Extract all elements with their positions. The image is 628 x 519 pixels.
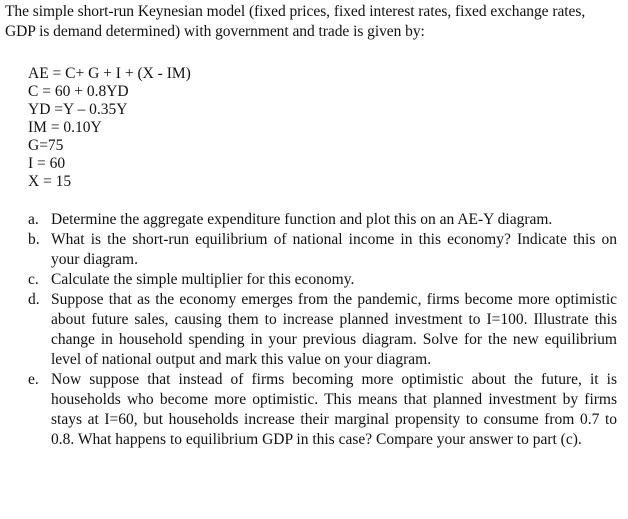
question-marker: c. <box>28 271 39 288</box>
question-marker: d. <box>28 291 40 308</box>
question-marker: a. <box>28 211 39 228</box>
question-item <box>5 270 617 290</box>
question-marker: e. <box>28 371 39 388</box>
question-marker: b. <box>28 231 40 248</box>
question-item <box>5 230 617 270</box>
equation-disposable-income: YD =Y – 0.35Y <box>28 101 128 118</box>
question-text: Suppose that as the economy emerges from the pandemic, firms become more optimistic about future sales, causing them to increase planned investment to I=100. Illustrate this change in household spending in your previous diagram. Solve for the new equilibrium level of national output and mark this value on your diagram. <box>51 291 617 368</box>
question-text: Now suppose that instead of firms becoming more optimistic about the future, it is households who become more optimistic. This means that planned investment by firms stays at I=60, but households increase their marginal propensity to consume from 0.7 to 0.8. What happens to equilibrium GDP in this case? Compare your answer to part (c). <box>51 371 617 448</box>
question-item <box>5 290 617 370</box>
equation-ae: AE = C+ G + I + (X - IM) <box>28 65 191 82</box>
equation-investment: I = 60 <box>28 155 66 172</box>
question-text: Calculate the simple multiplier for this economy. <box>51 271 355 288</box>
equation-exports: X = 15 <box>28 173 72 190</box>
question-text: What is the short-run equilibrium of national income in this economy? Indicate this on your diagram. <box>51 231 617 268</box>
equation-government: G=75 <box>28 137 64 154</box>
question-item <box>5 370 617 450</box>
equation-imports: IM = 0.10Y <box>28 119 102 136</box>
question-list <box>5 210 620 450</box>
question-item <box>5 210 617 230</box>
equation-consumption: C = 60 + 0.8YD <box>28 83 129 100</box>
intro-paragraph: The simple short-run Keynesian model (fixed prices, fixed interest rates, fixed exchange rates, GDP is demand determined) with government and trade is given by: <box>5 3 586 40</box>
question-text: Determine the aggregate expenditure function and plot this on an AE-Y diagram. <box>51 211 553 228</box>
equation-list <box>28 65 620 191</box>
